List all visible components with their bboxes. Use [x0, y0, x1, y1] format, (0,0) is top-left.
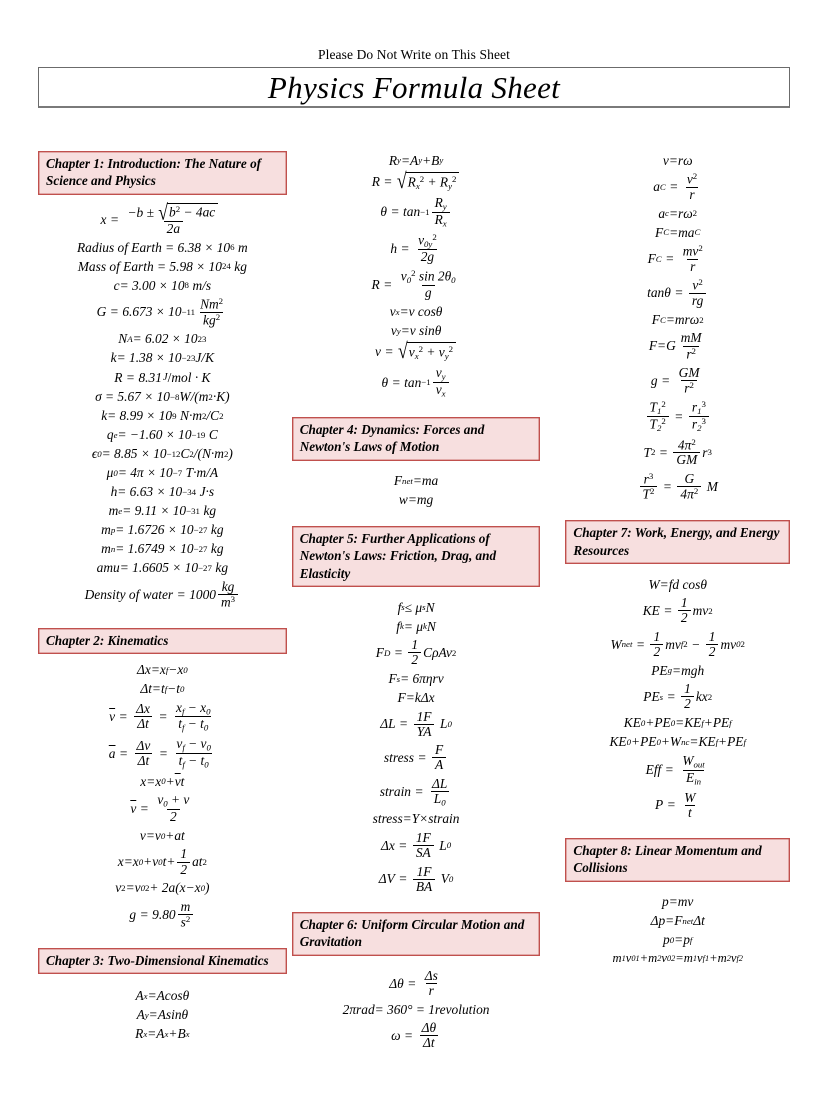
formula-centripetal-accel-omega: a c = r ω 2	[658, 205, 698, 221]
formula-newton-second: F net = ma	[393, 473, 439, 489]
formula-strain: strain = $\frac{\Delta L}{L_0}$	[379, 775, 448, 808]
formula-proton-mass: m p = 1.6726 × 10 −27 kg	[101, 522, 224, 538]
chapter-header-3: Chapter 3: Two-Dimensional Kinematics	[38, 948, 287, 974]
columns-container	[0, 151, 828, 1053]
formula-list-ch7	[565, 570, 790, 822]
formula-mass-earth: Mass of Earth = 5.98 × 10 24 kg	[77, 258, 247, 274]
formula-list-ch2	[38, 660, 287, 932]
formula-ry: R y = A y + B y	[388, 152, 444, 168]
formula-power: P = $\frac{W}{t}$	[655, 789, 696, 820]
formula-kepler-mass: $\frac{r^3}{T^2}$ = $\frac{G}{4\pi^2}$ M	[638, 470, 718, 505]
formula-bulk: Δ V = $\frac{1F}{BA}$ V 0	[378, 863, 454, 894]
formula-theta-resultant: θ = tan −1 $\frac{R_y}{R_x}$	[380, 194, 451, 231]
formula-theta-velocity: θ = tan −1 $\frac{v_y}{v_x}$	[382, 364, 451, 401]
formula-permeability: μ 0 = 4π × 10 −7 T · m / A	[106, 465, 219, 481]
formula-collision: m 1 v 01 + m 2 v 02 = m 1 v f1 + m 2 v f2	[612, 951, 743, 966]
formula-work-energy-theorem: W net = $\frac{1}{2}$ mv f 2 − $\frac{1}{2}$ mv 0 2	[610, 628, 745, 659]
page-title-box	[38, 67, 790, 108]
formula-sheet-page	[0, 47, 828, 1118]
formula-radius-earth: Radius of Earth = 6.38 × 10 6 m	[77, 239, 248, 255]
formula-neutron-mass: m n = 1.6749 × 10 −27 kg	[101, 541, 224, 557]
formula-amu: amu = 1.6605 × 10 −27 kg	[96, 560, 229, 576]
formula-list-ch3-mid	[292, 151, 541, 401]
formula-banking-angle: tan θ = $\frac{v^2}{rg}$	[647, 276, 708, 310]
formula-delta-t: Δ t = t f − t 0	[140, 680, 185, 696]
formula-kinetic-friction: f k = μ k N	[396, 618, 436, 634]
formula-list-ch1	[38, 201, 287, 612]
formula-angular-displacement: Δθ = $\frac{\Delta s}{r}$	[389, 967, 438, 998]
formula-velocity-position: v 2 = v 0 2 + 2 a ( x − x 0 )	[115, 880, 210, 896]
formula-electron-charge: q e = −1.60 × 10 −19 C	[106, 427, 218, 443]
formula-coulomb-constant: k = 8.99 × 10 9 N · m 2 / C 2	[101, 408, 224, 424]
chapter-header-6: Chapter 6: Uniform Circular Motion and Gravitation	[292, 912, 541, 956]
formula-delta-length: Δ L = $\frac{1F}{YA}$ L 0	[380, 708, 452, 739]
formula-static-friction: f s ≤ μ s N	[397, 599, 435, 615]
formula-centripetal-force: F C = ma C	[655, 224, 701, 240]
formula-energy-conservation: KE 0 + PE 0 = KE f + PE f	[623, 715, 732, 731]
formula-range: R = $\frac{v_0^2 \sin 2\theta_0}{g}$	[371, 267, 456, 301]
chapter-header-7: Chapter 7: Work, Energy, and Energy Resources	[565, 520, 790, 564]
formula-momentum-conservation: p 0 = p f	[663, 932, 693, 948]
formula-gas-constant: R = 8.31 J / mol · K	[114, 369, 211, 385]
formula-gravity-accel: g = 9.80 $\frac{m}{s^2}$	[129, 898, 195, 932]
formula-density-water: Density of water = 1000 $\frac{kg}{m^3}$	[85, 578, 240, 612]
formula-quadratic: x = −b ± √ $b^2 - 4ac$ 2a	[101, 201, 225, 238]
formula-gravitational-pe: PE g = mgh	[651, 662, 705, 678]
formula-ay: A y = A sin θ	[136, 1006, 189, 1022]
chapter-header-8: Chapter 8: Linear Momentum and Collisions	[565, 838, 790, 882]
formula-avg-acceleration: $\overline{a}$ = $\frac{\Delta v}{\Delta t}$ = $\frac{v_f - v_0}{t_f - t_0}$	[108, 736, 211, 770]
formula-centripetal-accel: a C = $\frac{v^2}{r}$	[653, 171, 698, 202]
formula-angular-velocity: ω = $\frac{\Delta\theta}{\Delta t}$	[391, 1020, 437, 1051]
formula-universal-gravitation: F = G $\frac{mM}{r^2}$	[648, 330, 702, 362]
formula-avg-velocity-mean: $\overline{v}$ = $\frac{v_0 + v}{2}$	[130, 792, 190, 825]
formula-list-ch6-mid	[292, 962, 541, 1053]
formula-impulse: Δ p = F net Δ t	[650, 913, 705, 929]
formula-kinetic-energy: KE = $\frac{1}{2}$ mv 2	[642, 595, 713, 626]
do-not-write-notice: Please Do Not Write on This Sheet	[318, 47, 510, 62]
formula-electron-mass: m e = 9.11 × 10 −31 kg	[108, 503, 217, 519]
formula-momentum: p = mv	[662, 894, 694, 910]
formula-speed-light: c = 3.00 × 10 8 m/s	[113, 277, 212, 293]
formula-planck: h = 6.63 × 10 −34 J · s	[110, 484, 215, 500]
chapter-header-4: Chapter 4: Dynamics: Forces and Newton's Laws of Motion	[292, 417, 541, 461]
formula-rx: R x = A x + B x	[135, 1025, 190, 1041]
formula-radian-conversion: 2π rad = 360° = 1 revolution	[342, 1001, 490, 1017]
formula-vx: v x = v cos θ	[389, 303, 443, 319]
formula-list-ch6-right	[565, 151, 790, 504]
formula-resultant: R = √ $R_x^2 + R_y^2$	[372, 170, 461, 194]
formula-boltzmann: k = 1.38 × 10 −23 J / K	[110, 350, 215, 366]
formula-position-avgv: x = x 0 + $\overline{v}$ t	[140, 773, 185, 789]
formula-shear: Δ x = $\frac{1F}{SA}$ L 0	[380, 830, 452, 861]
formula-drag: F D = $\frac{1}{2}$ C ρ Av 2	[375, 637, 457, 668]
formula-centripetal-force-v: F C = $\frac{mv^2}{r}$	[647, 243, 703, 274]
formula-stefan-boltzmann: σ = 5.67 × 10 −8 W /( m 2 · K )	[95, 389, 230, 405]
chapter-header-2: Chapter 2: Kinematics	[38, 628, 287, 654]
column-middle	[292, 151, 541, 1053]
formula-avogadro: N A = 6.02 × 10 23	[118, 331, 207, 347]
formula-work: W = fd cos θ	[648, 576, 707, 592]
formula-tangential-velocity: v = r ω	[662, 152, 693, 168]
formula-spring-pe: PE s = $\frac{1}{2}$ kx 2	[643, 681, 713, 712]
formula-kepler-period: T 2 = $\frac{4\pi^2}{GM}$ r 3	[643, 436, 712, 468]
formula-position-time: x = x 0 + v 0 t + $\frac{1}{2}$ at 2	[117, 846, 207, 877]
formula-efficiency: Eff = $\frac{W_{out}}{E_{in}}$	[645, 752, 705, 787]
page-title: Physics Formula Sheet	[267, 69, 561, 105]
formula-ax: A x = A cos θ	[135, 987, 190, 1003]
formula-avg-velocity: $\overline{v}$ = $\frac{\Delta x}{\Delta t}$ = $\frac{x_f - x_0}{t_f - t_0}$	[109, 699, 211, 733]
formula-hookes-law: F = k Δ x	[397, 690, 435, 706]
formula-vy: v y = v sin θ	[390, 322, 442, 338]
formula-kepler-third-ratio: $\frac{T_1^2}{T_2^2}$ = $\frac{r_1^3}{r_2^3}$	[645, 397, 711, 435]
chapter-header-1: Chapter 1: Introduction: The Nature of Science and Physics	[38, 151, 287, 195]
formula-list-ch4	[292, 467, 541, 510]
formula-v-magnitude: v = √ $v_x^2 + v_y^2$	[375, 340, 457, 364]
formula-list-ch5	[292, 593, 541, 896]
formula-gravitational-constant: G = 6.673 × 10 −11 $\frac{Nm^2}{kg^2}$	[96, 296, 224, 328]
column-right	[565, 151, 790, 1053]
formula-surface-gravity: g = $\frac{GM}{r^2}$	[650, 364, 700, 396]
formula-energy-nonconservative: KE 0 + PE 0 + W nc = KE f + PE f	[609, 734, 746, 750]
formula-list-ch3-left	[38, 980, 287, 1043]
formula-stokes: F s = 6πη rv	[388, 671, 444, 687]
formula-list-ch8	[565, 888, 790, 968]
column-left	[38, 151, 287, 1053]
chapter-header-5: Chapter 5: Further Applications of Newton's Laws: Friction, Drag, and Elasticity	[292, 526, 541, 587]
formula-max-height: h = $\frac{v_{0y}^2}{2g}$	[390, 231, 437, 265]
formula-weight: w = mg	[398, 492, 434, 508]
formula-stress: stress = $\frac{F}{A}$	[384, 741, 448, 775]
formula-permittivity: ϵ 0 = 8.85 × 10 −12 C 2 /( N · m 2 )	[91, 446, 233, 462]
formula-stress-strain: stress = Y × strain	[372, 811, 460, 827]
formula-delta-x: Δ x = x f − x 0	[137, 661, 188, 677]
formula-centripetal-force-omega: F C = mr ω 2	[651, 311, 704, 327]
formula-velocity-time: v = v 0 + at	[139, 827, 185, 843]
